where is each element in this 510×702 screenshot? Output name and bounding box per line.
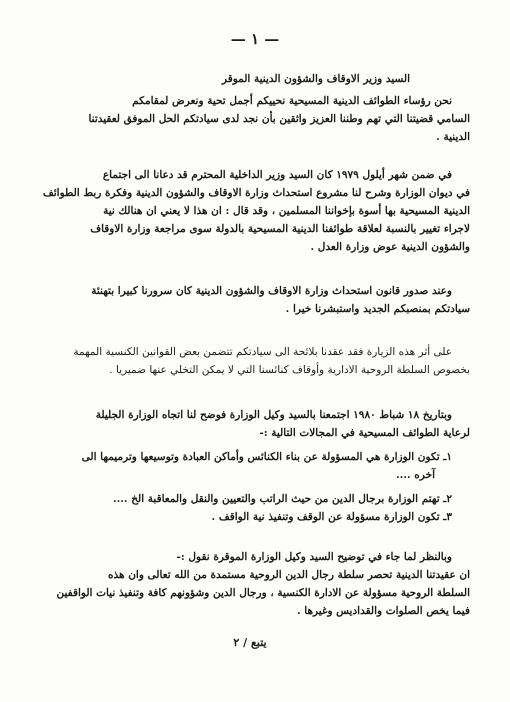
list-item-1-line-2: آخره .... (396, 469, 435, 481)
paragraph-3-line-1: وعند صدور قانون استحداث وزارة الاوقاف والشؤون الدينية كان سرورنا كبيرا بتهنئة (91, 285, 452, 297)
list-item-3: ٣ـ تكون الوزارة مسؤولة عن الوقف وتنفيذ نية الواقف . (211, 511, 452, 523)
closing-line-1: وبالنظر لما جاء في توضيح السيد وكيل الوزارة الموقرة نقول :- (176, 551, 452, 563)
paragraph-4-line-2: بخصوص السلطة الروحية الادارية وأوقاف كنائسنا التي لا يمكن التخلي عنها ضميريا . (109, 364, 470, 376)
closing-line-4: فيما يخص الصلوات والقداديس وغيرها . (296, 605, 470, 617)
paragraph-5-line-1: وبتاريخ ١٨ شباط ١٩٨٠ اجتمعنا بالسيد وكيل الوزارة فوضح لنا اتجاه الوزارة الجليلة (95, 409, 452, 421)
list-item-2: ٢ـ تهتم الوزارة برجال الدين من حيث الراتب والتعيين والنقل والمعاقبة الخ .... (112, 493, 452, 505)
paragraph-2-line-4: لاجراء تغيير بالنسبة لعلاقة طوائفنا الدينية المسيحية بالدولة سوى مراجعة وزارة الاوقاف (90, 223, 470, 235)
paragraph-1-line-3: الدينية . (436, 131, 470, 143)
addressee-line: السيد وزير الاوقاف والشؤون الدينية الموقر (221, 73, 410, 85)
paragraph-4-line-1: على أثر هذه الزيارة فقد عقدنا بلائحة الى سيادتكم تتضمن بعض القوانين الكنسية المهمة (73, 346, 452, 358)
paragraph-1-line-1: نحن رؤساء الطوائف الدينية المسيحية نحييكم أجمل تحية ونعرض لمقامكم (132, 95, 452, 107)
page-number: — ١ — (230, 30, 280, 48)
continuation-note: يتبع / ٢ (233, 636, 267, 649)
closing-line-2: ان عقيدتنا الدينية تحصر سلطة رجال الدين الروحية مستمدة من الله تعالى وان هذه (108, 569, 470, 581)
paragraph-2-line-3: الدينية المسيحية بها أسوة بإخواننا المسلمين ، وقد قال : ان هذا لا يعني ان هنالك نية (103, 205, 470, 217)
paragraph-3-line-2: سيادتكم بمنصبكم الجديد واستبشرنا خيرا . (285, 303, 470, 315)
closing-line-3: السلطة الروحية مسؤولة عن الادارة الكنسية ، ورجال الدين وشؤونهم كافة وتنفيذ نيات الواقفين (56, 587, 470, 599)
paragraph-2-line-5: والشؤون الدينية عوض وزارة العدل . (310, 241, 470, 253)
paragraph-5-line-2: لرعاية الطوائف المسيحية في المجالات التالية :- (259, 427, 470, 439)
list-item-1-line-1: ١ـ تكون الوزارة هي المسؤولة عن بناء الكنائس وأماكن العبادة وتوسيعها وترميمها الى (81, 451, 452, 463)
paragraph-2-line-2: في ديوان الوزارة وشرح لنا مشروع استحداث وزارة الاوقاف والشؤون الدينية وفكرة ربط الطوائف (42, 187, 470, 199)
paragraph-1-line-2: السامي قضيتنا التي تهم وطننا العزيز واثقين بأن نجد لدى سيادتكم الحل الموفق لعقيدتنا (88, 113, 470, 125)
paragraph-2-line-1: في ضمن شهر أيلول ١٩٧٩ كان السيد وزير الداخلية المحترم قد دعانا الى اجتماع (102, 169, 452, 181)
